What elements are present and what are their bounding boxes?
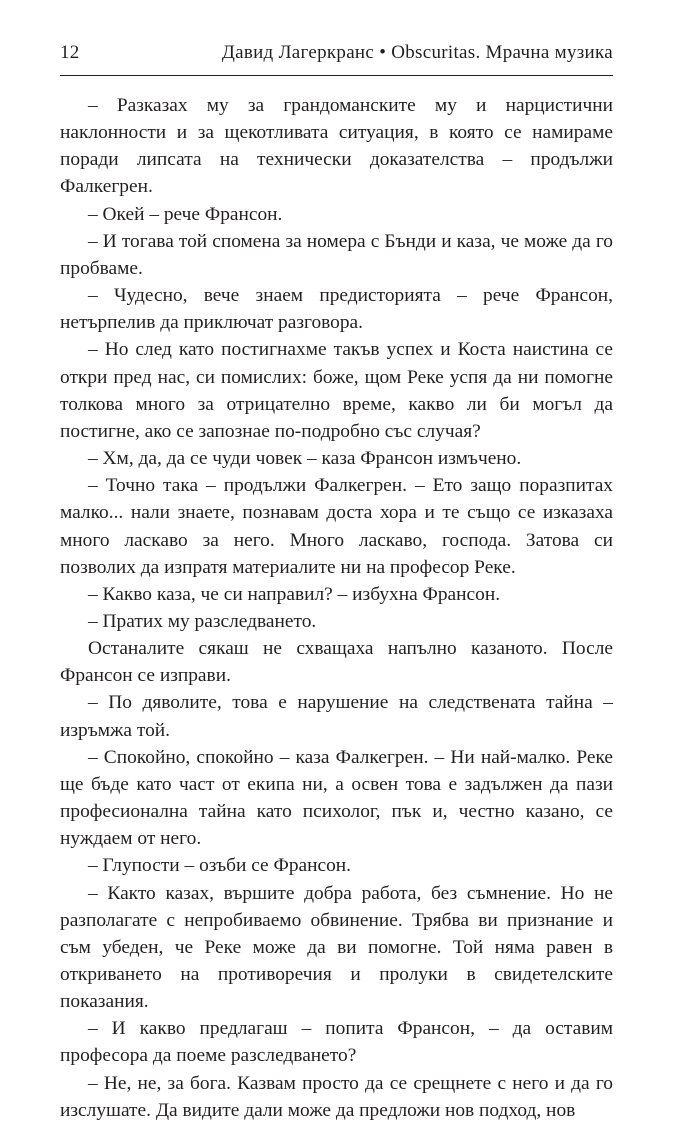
page-header [60,42,613,72]
paragraph: – Глупости – озъби се Франсон. [88,855,352,877]
paragraph: – Хм, да, да се чуди човек – каза Франсон измъчено. [88,448,522,470]
paragraph: – Не, не, за бога. Казвам просто да се срещнете с него и да го изслушате. Да видите дали може да предложи нов подход, нов [60,1072,613,1121]
paragraph: – Точно така – продължи Фалкегрен. – Ето защо поразпитах малко... нали знаете, познавам доста хора и те също се изказаха много ласкаво за него. Много ласкаво, господа. Затова си позволих да изпратя материалите ни на професор Реке. [60,475,613,578]
paragraph: – Пратих му разследването. [88,610,317,632]
header-rule [60,75,613,76]
page-number: 12 [60,42,80,63]
paragraph: Останалите сякаш не схващаха напълно казаното. После Франсон се изправи. [60,638,613,687]
paragraph: – И какво предлагаш – попита Франсон, – да оставим професора да поеме разследването? [60,1018,613,1067]
paragraph: – Какво каза, че си направил? – избухна Франсон. [88,583,501,605]
paragraph: – Окей – рече Франсон. [88,203,283,225]
paragraph: – Но след като постигнахме такъв успех и Коста наистина се откри пред нас, си помислих: боже, щом Реке успя да ни помогне толкова много за отрицателно време, какво ли би могъл да постигне, ако се запознае по-подробно със случая? [60,339,613,442]
paragraph: – Спокойно, спокойно – каза Фалкегрен. – Ни най-малко. Реке ще бъде като част от екипа ни, а освен това е задължен да пази професионална тайна като психолог, пък и, честно казано, се нуждаем от него. [60,746,613,850]
paragraph: – Както казах, вършите добра работа, без съмнение. Но не разполагате с непробиваемо обвинение. Трябва ви признание и съм убеден, че Реке може да ви помогне. Той няма равен в откриването на противоречия и пролуки в свидетелските показания. [60,882,613,1013]
paragraph: – По дяволите, това е нарушение на следствената тайна – изръмжа той. [60,692,613,741]
paragraph: – Разказах му за грандоманските му и нарцистични наклонности и за щекотливата ситуация, в която се намираме поради липсата на технически доказателства – продължи Фалкегрен. [60,95,613,198]
paragraph: – И тогава той спомена за номера с Бънди и каза, че може да го пробваме. [60,230,613,279]
running-head: Давид Лагеркранс • Obscuritas. Мрачна музика [221,42,613,63]
page-body [60,92,613,1124]
paragraph: – Чудесно, вече знаем предисторията – рече Франсон, нетърпелив да приключат разговора. [60,285,613,334]
